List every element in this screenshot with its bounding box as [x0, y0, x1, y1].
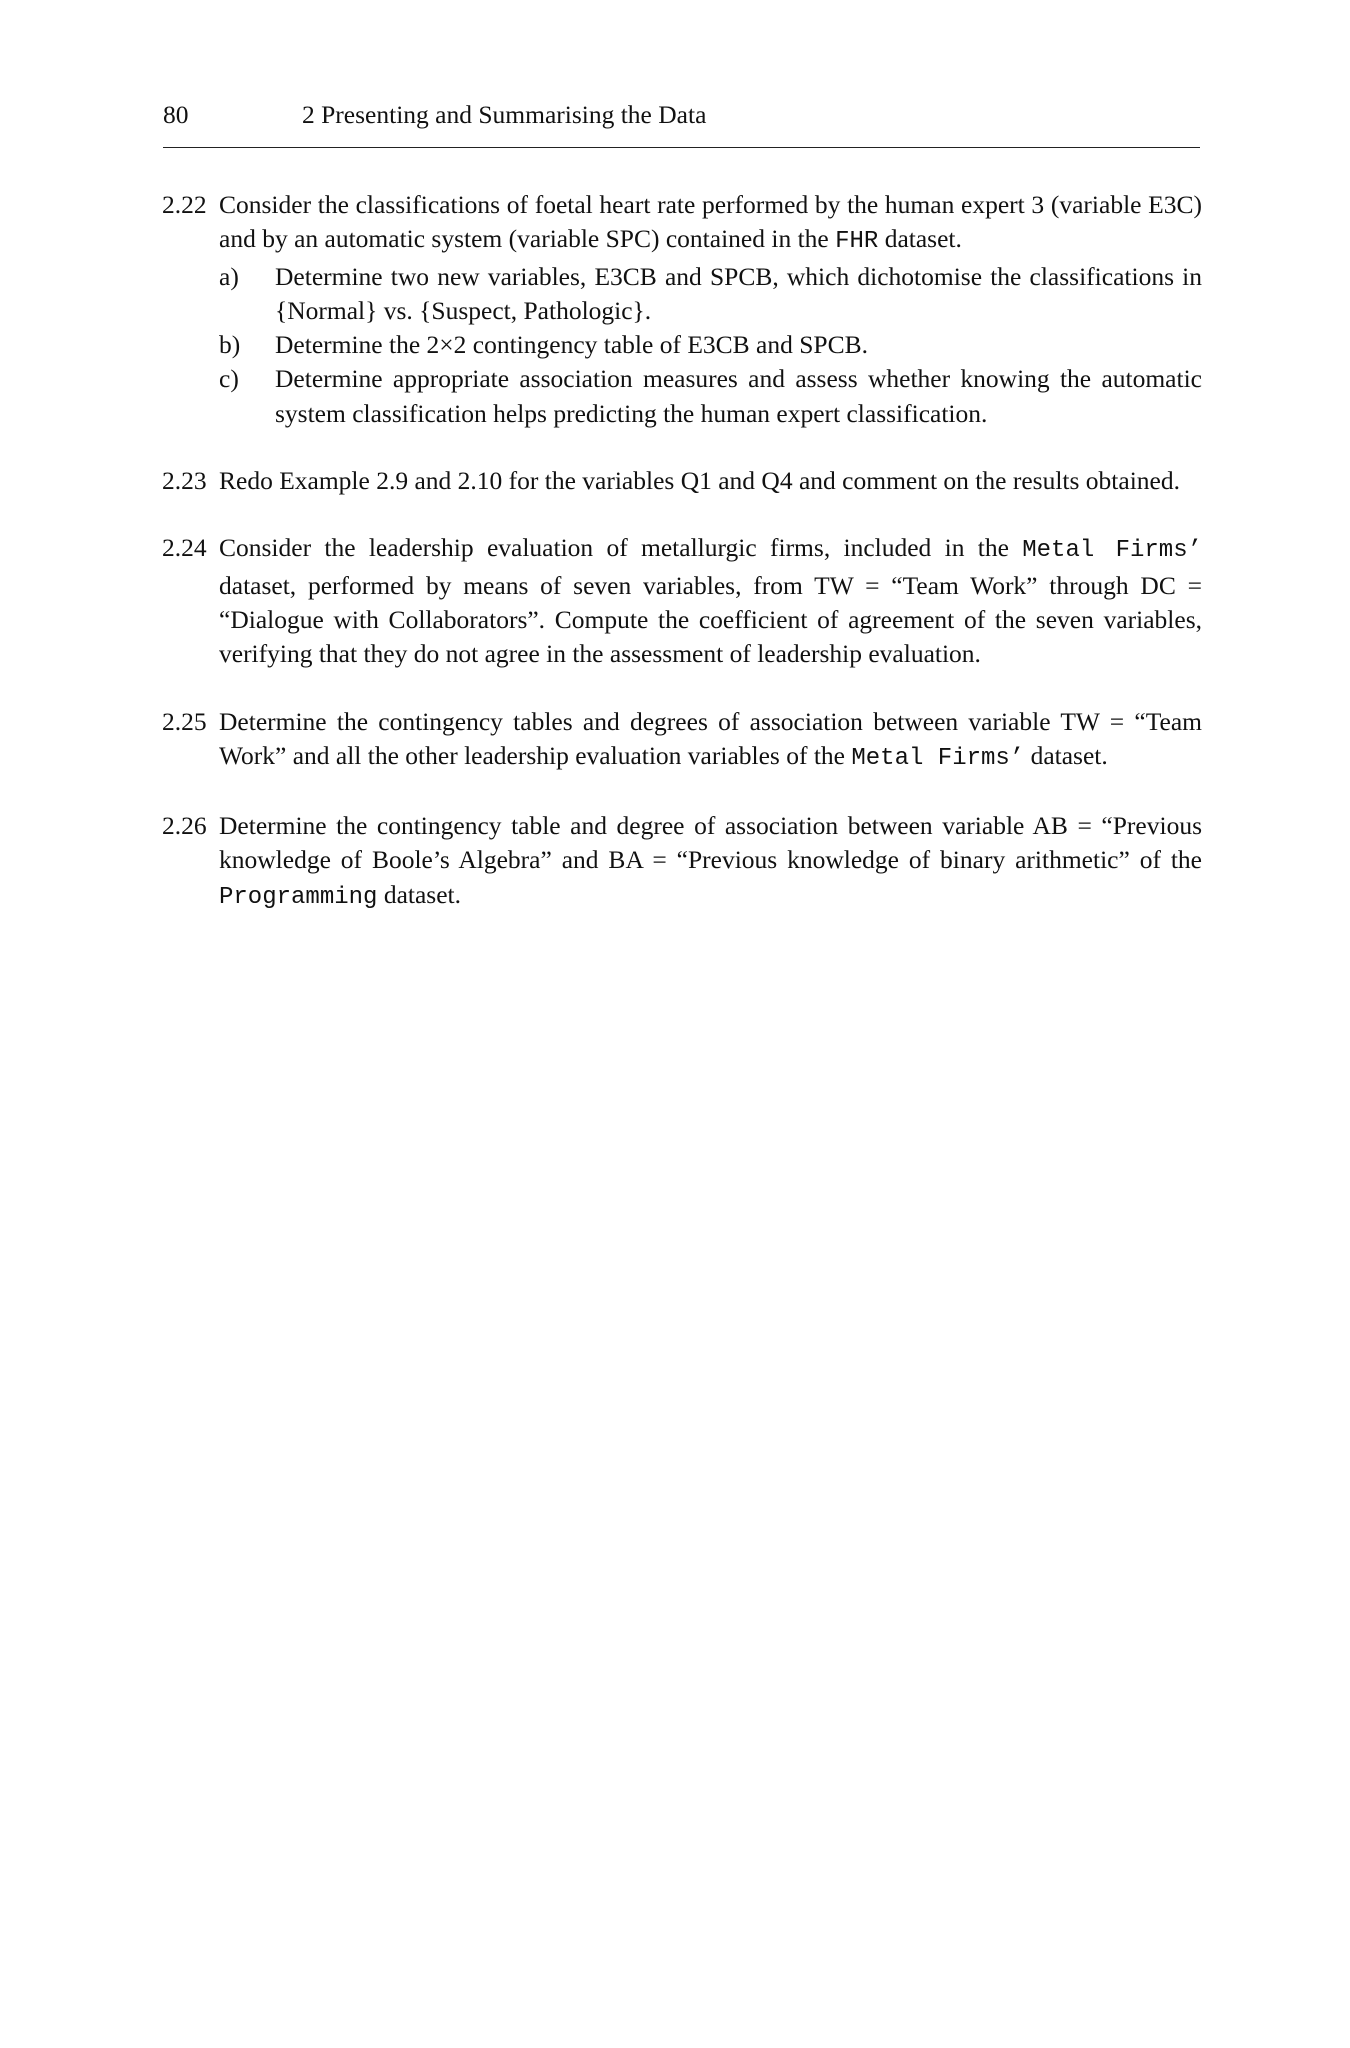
exercise-list: [162, 188, 1202, 948]
exercise-number: 2.24: [162, 533, 207, 563]
sub-question-a: [219, 260, 1202, 329]
exercise-text: Determine the contingency tables and degrees of association between variable TW = “Team Work” and all the other leadership evaluation variables of the Metal Firms’ dataset.: [219, 706, 1202, 772]
dataset-name: Metal Firms’: [851, 744, 1025, 772]
exercise-2-26: [162, 809, 1202, 915]
exercise-text: Redo Example 2.9 and 2.10 for the variables Q1 and Q4 and comment on the results obtained.: [219, 466, 1180, 496]
running-title: 2 Presenting and Summarising the Data: [302, 100, 707, 129]
exercise-number: 2.25: [162, 706, 207, 736]
dataset-name: Programming: [219, 883, 378, 911]
exercise-2-24: [162, 531, 1202, 671]
page-header: [163, 100, 1200, 148]
sub-question-b: [219, 328, 1202, 362]
page-number: 80: [163, 100, 189, 129]
exercise-2-22: [162, 188, 1202, 431]
exercise-number: 2.26: [162, 811, 207, 841]
sub-question-label: c): [219, 364, 239, 394]
header-rule: [163, 147, 1200, 148]
exercise-text: Consider the leadership evaluation of metallurgic firms, included in the Metal Firms’ dataset, performed by means of seven variables, from TW = “Team Work” through DC = “Dialogue with Collaborators”. Compute the coefficient of agreement of the seven variables, verifying that they do not agree in the assessment of leadership evaluation.: [219, 533, 1202, 669]
exercise-text: Consider the classifications of foetal heart rate performed by the human expert 3 (variable E3C) and by an automatic system (variable SPC) contained in the FHR dataset.: [219, 190, 1202, 256]
exercise-2-23: [162, 464, 1202, 498]
sub-question-label: a): [219, 261, 239, 291]
dataset-name: FHR: [835, 228, 879, 256]
exercise-2-25: [162, 705, 1202, 777]
sub-question-label: b): [219, 330, 241, 360]
dataset-name: Metal Firms’: [1022, 537, 1202, 565]
sub-question-list: [219, 260, 1202, 431]
exercise-text: Determine the contingency table and degree of association between variable AB = “Previous knowledge of Boole’s Algebra” and BA = “Previous knowledge of binary arithmetic” of the Programming dataset.: [219, 811, 1202, 911]
sub-question-text: Determine appropriate association measures and assess whether knowing the automatic system classification helps predicting the human expert classification.: [275, 364, 1202, 428]
exercise-number: 2.22: [162, 190, 207, 219]
sub-question-text: Determine two new variables, E3CB and SPCB, which dichotomise the classifications in {Normal} vs. {Suspect, Pathologic}.: [275, 261, 1202, 325]
sub-question-c: [219, 362, 1202, 431]
exercise-number: 2.23: [162, 466, 207, 496]
sub-question-text: Determine the 2×2 contingency table of E3CB and SPCB.: [275, 330, 868, 360]
